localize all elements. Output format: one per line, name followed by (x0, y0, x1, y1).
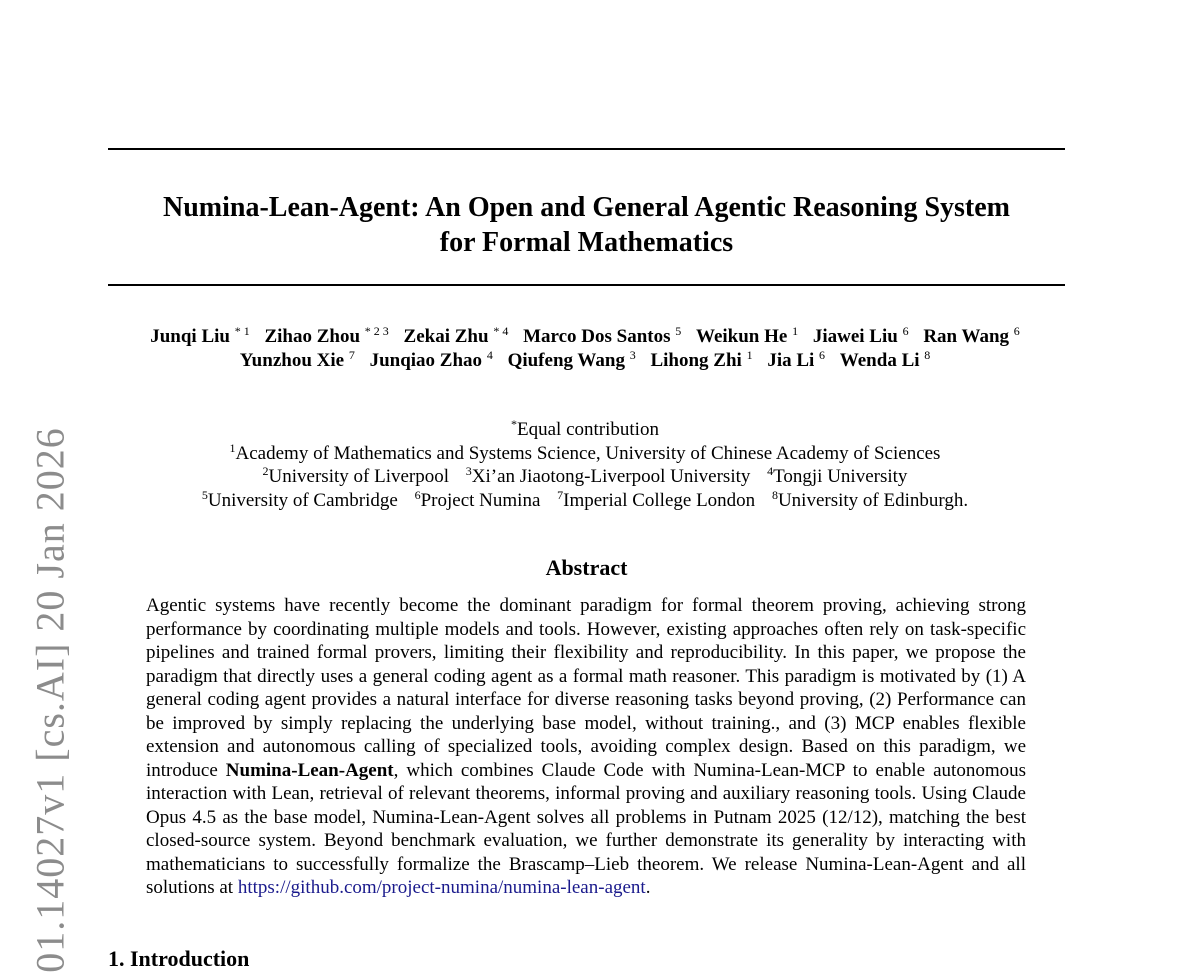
affiliation-line (100, 489, 1070, 513)
author (370, 350, 493, 371)
paper-title (108, 190, 1065, 260)
arxiv-identifier-stamp: 01.14027v1 [cs.AI] 20 Jan 2026 (27, 427, 73, 973)
author (923, 326, 1019, 347)
author-affiliation-marks: 1 (792, 324, 799, 338)
author-affiliation-marks: 8 (924, 348, 931, 362)
affiliation-mark: 4 (767, 464, 774, 479)
abstract-body (146, 594, 1026, 900)
affiliation-text: University of Cambridge (207, 489, 398, 511)
affiliation-line (100, 418, 1070, 442)
author-name: Junqi Liu (150, 326, 230, 347)
affiliation-mark: 1 (229, 440, 236, 455)
affiliation-line (100, 442, 1070, 466)
author-name: Zekai Zhu (403, 326, 489, 347)
author (650, 350, 752, 371)
author-affiliation-marks: 4 (486, 348, 493, 362)
author (813, 326, 909, 347)
affiliation (767, 466, 907, 487)
affiliation-text: Equal contribution (517, 419, 659, 440)
system-name-bold: Numina-Lean-Agent (225, 759, 394, 781)
affiliation-mark: 3 (465, 464, 472, 479)
author (404, 326, 509, 347)
title-rule-bottom (108, 284, 1065, 286)
affiliation (201, 487, 398, 511)
author-name: Junqiao Zhao (369, 350, 483, 371)
author-name: Yunzhou Xie (239, 350, 345, 371)
author (150, 326, 250, 347)
author-name: Jia Li (767, 350, 815, 371)
author-name: Wenda Li (839, 350, 920, 371)
author (264, 326, 388, 347)
author-affiliation-marks: * 4 (493, 324, 509, 338)
affiliation-text: Academy of Mathematics and Systems Science, University of Chinese Academy of Sciences (235, 442, 941, 464)
author-name: Qiufeng Wang (507, 350, 625, 371)
author-affiliation-marks: 7 (348, 348, 355, 362)
author-list (100, 325, 1070, 373)
affiliation-mark: * (511, 417, 518, 431)
affiliation-mark: 7 (557, 487, 564, 502)
author-affiliation-marks: 5 (675, 324, 682, 338)
affiliation-text: Project Numina (420, 489, 541, 511)
affiliation (263, 466, 449, 487)
abstract-text: Agentic systems have recently become the dominant paradigm for formal theorem proving, achieving strong performance by coordinating multiple models and tools. However, existing approaches often rely on task-specific pipelines and trained formal provers, limiting their flexibility and reproducibility. In this paper, we propose the paradigm that directly uses a general coding agent as a formal math reasoner. This paradigm is motivated by (1) A general coding agent provides a natural interface for diverse reasoning tasks beyond proving, (2) Performance can be improved by simply replacing the underlying base model, without training., and (3) MCP enables flexible extension and autonomous calling of specialized tools, avoiding complex design. Based on this paradigm, we introduce (146, 595, 1026, 781)
affiliation-mark: 5 (201, 487, 208, 502)
author-name: Jiawei Liu (812, 326, 898, 347)
affiliation (511, 419, 659, 440)
author (240, 350, 355, 371)
affiliation (771, 487, 969, 511)
author-line (100, 349, 1070, 373)
author (696, 326, 798, 347)
affiliation-list (100, 418, 1070, 512)
author-affiliation-marks: 1 (746, 348, 753, 362)
affiliation-text: Xi’an Jiaotong-Liverpool University (471, 466, 751, 488)
affiliation (414, 487, 541, 511)
affiliation-line (100, 465, 1070, 489)
author-affiliation-marks: * 2 3 (364, 324, 389, 338)
affiliation-text: University of Liverpool (268, 466, 450, 488)
author-affiliation-marks: * 1 (234, 324, 250, 338)
abstract-heading: Abstract (545, 555, 628, 580)
title-rule-top (108, 148, 1065, 150)
author-name: Zihao Zhou (264, 326, 361, 347)
affiliation-mark: 6 (414, 487, 421, 502)
author-name: Marco Dos Santos (523, 326, 671, 347)
affiliation-text: Tongji University (773, 466, 908, 488)
author-affiliation-marks: 6 (819, 348, 826, 362)
author-affiliation-marks: 6 (902, 324, 909, 338)
abstract-text: , which combines Claude Code with Numina-Lean-MCP to enable autonomous interaction with Lean, retrieval of relevant theorems, informal proving and auxiliary reasoning tools. Using Claude Opus 4.5 as the base model, Numina-Lean-Agent solves all problems in Putnam 2025 (12/12), matching the best closed-source system. Beyond benchmark evaluation, we further demonstrate its generality by interacting with mathematicians to successfully formalize the Brascamp–Lieb theorem. We release Numina-Lean-Agent and all solutions at (146, 759, 1026, 898)
author-name: Ran Wang (923, 326, 1010, 347)
affiliation-mark: 8 (771, 487, 778, 502)
author-name: Lihong Zhi (650, 350, 742, 371)
title-line: for Formal Mathematics (439, 227, 734, 258)
author-affiliation-marks: 6 (1013, 324, 1020, 338)
github-link[interactable]: https://github.com/project-numina/numina-lean-agent (237, 877, 646, 898)
affiliation-text: Imperial College London (563, 489, 756, 511)
affiliation (557, 487, 756, 511)
affiliation-text: University of Edinburgh. (777, 489, 969, 511)
section-heading-introduction: 1. Introduction (108, 946, 250, 971)
affiliation (229, 440, 941, 464)
abstract-text-end: . (645, 877, 651, 898)
title-line: Numina-Lean-Agent: An Open and General Agentic Reasoning System (162, 192, 1011, 223)
author (523, 326, 681, 347)
author (840, 350, 930, 371)
author (767, 350, 825, 371)
affiliation-mark: 2 (262, 464, 269, 479)
affiliation (466, 466, 751, 487)
author-name: Weikun He (696, 326, 788, 347)
author (508, 350, 636, 371)
author-line (100, 325, 1070, 349)
author-affiliation-marks: 3 (629, 348, 636, 362)
